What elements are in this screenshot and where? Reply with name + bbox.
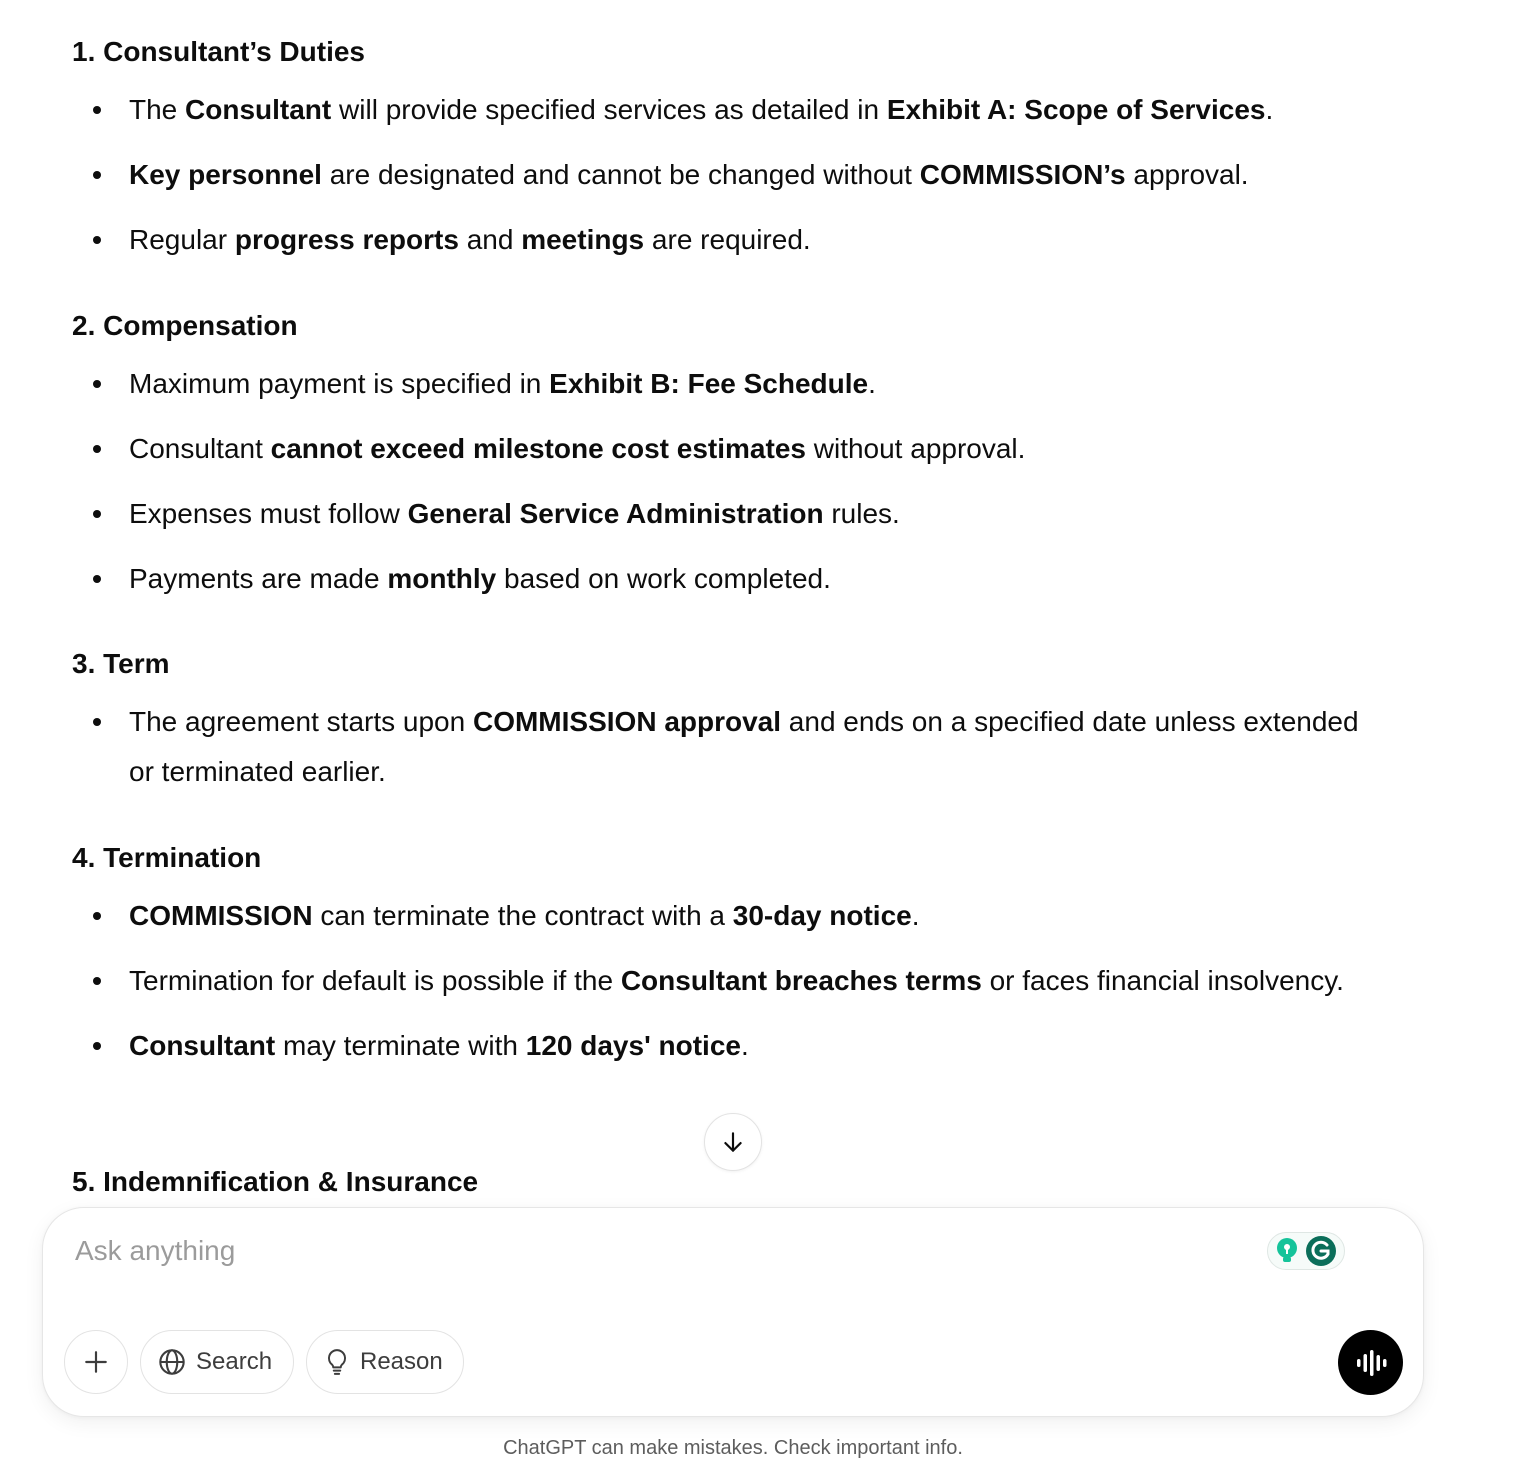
text: will provide specified services as detailed in xyxy=(331,94,887,125)
grammarly-logo-icon[interactable] xyxy=(1305,1235,1337,1267)
text: . xyxy=(911,900,920,931)
bold-text: Consultant breaches terms xyxy=(620,965,982,996)
bold-text: General Service Administration xyxy=(407,498,824,529)
voice-waveform-icon xyxy=(1355,1349,1387,1377)
section-title: 1. Consultant’s Duties xyxy=(72,36,366,67)
grammarly-widget[interactable] xyxy=(1267,1232,1345,1270)
bullet-list xyxy=(72,891,1372,1071)
text: Maximum payment is specified in xyxy=(129,368,550,399)
section-title: 4. Termination xyxy=(72,842,262,873)
bold-text: Exhibit A: Scope of Services xyxy=(886,94,1266,125)
text: may terminate with xyxy=(275,1030,526,1061)
bullet-item xyxy=(72,85,1372,135)
search-button-label: Search xyxy=(196,1348,273,1375)
bold-text: meetings xyxy=(521,224,645,255)
bold-text: monthly xyxy=(387,563,497,594)
prompt-input[interactable] xyxy=(73,1230,1227,1272)
bold-text: Exhibit B: Fee Schedule xyxy=(549,368,869,399)
bold-text: 30-day notice xyxy=(732,900,912,931)
text: Termination for default is possible if the xyxy=(129,965,621,996)
section xyxy=(72,34,1372,265)
text: are required. xyxy=(644,224,811,255)
attach-button[interactable] xyxy=(64,1330,128,1394)
text: and ends on a specified date unless extended or terminated earlier. xyxy=(129,706,1359,787)
disclaimer: ChatGPT can make mistakes. Check important info. xyxy=(503,1437,963,1459)
bold-text: Consultant xyxy=(185,94,332,125)
text: can terminate the contract with a xyxy=(312,900,733,931)
text: without approval. xyxy=(805,433,1026,464)
bold-text: COMMISSION xyxy=(129,900,313,931)
section-title: 5. Indemnification & Insurance xyxy=(72,1166,479,1197)
bold-text: COMMISSION approval xyxy=(472,706,782,737)
bold-text: Consultant xyxy=(129,1030,276,1061)
text: based on work completed. xyxy=(496,563,831,594)
bullet-item xyxy=(72,150,1372,200)
composer xyxy=(42,1207,1424,1417)
bullet-item xyxy=(72,424,1372,474)
bold-text: COMMISSION’s xyxy=(919,159,1126,190)
bold-text: Key personnel xyxy=(129,159,322,190)
bold-text: cannot exceed milestone cost estimates xyxy=(270,433,806,464)
bullet-item xyxy=(72,215,1372,265)
bullet-item xyxy=(72,489,1372,539)
text: Payments are made xyxy=(129,563,388,594)
bullet-item xyxy=(72,697,1372,797)
bullet-item xyxy=(72,1021,1372,1071)
bullet-item xyxy=(72,956,1372,1006)
text: rules. xyxy=(823,498,900,529)
lightbulb-icon xyxy=(324,1348,350,1376)
arrow-down-icon xyxy=(720,1129,746,1155)
bullet-list xyxy=(72,697,1372,797)
text: . xyxy=(1265,94,1274,125)
voice-mode-button[interactable] xyxy=(1338,1330,1403,1395)
scroll-to-bottom-button[interactable] xyxy=(704,1113,762,1171)
globe-icon xyxy=(158,1348,186,1376)
text: Regular xyxy=(129,224,235,255)
bullet-list xyxy=(72,359,1372,604)
bullet-list xyxy=(72,85,1372,265)
reason-button[interactable] xyxy=(306,1330,464,1394)
bold-text: progress reports xyxy=(234,224,459,255)
text: and xyxy=(458,224,522,255)
text: are designated and cannot be changed without xyxy=(321,159,920,190)
reason-button-label: Reason xyxy=(360,1348,443,1375)
section xyxy=(72,840,1372,1071)
search-button[interactable] xyxy=(140,1330,294,1394)
text: approval. xyxy=(1125,159,1249,190)
grammarly-lightbulb-icon[interactable] xyxy=(1275,1237,1299,1265)
section xyxy=(72,308,1372,604)
bullet-item xyxy=(72,359,1372,409)
text: The agreement starts upon xyxy=(129,706,473,737)
section xyxy=(72,646,1372,797)
bullet-item xyxy=(72,554,1372,604)
plus-icon xyxy=(83,1349,109,1375)
text: The xyxy=(129,94,186,125)
section-title: 3. Term xyxy=(72,648,170,679)
section xyxy=(72,1164,1372,1200)
text: . xyxy=(740,1030,749,1061)
bold-text: 120 days' notice xyxy=(525,1030,741,1061)
bullet-item xyxy=(72,891,1372,941)
text: Expenses must follow xyxy=(129,498,408,529)
text: Consultant xyxy=(129,433,271,464)
section-title: 2. Compensation xyxy=(72,310,298,341)
text: . xyxy=(868,368,876,399)
text: or faces financial insolvency. xyxy=(981,965,1344,996)
